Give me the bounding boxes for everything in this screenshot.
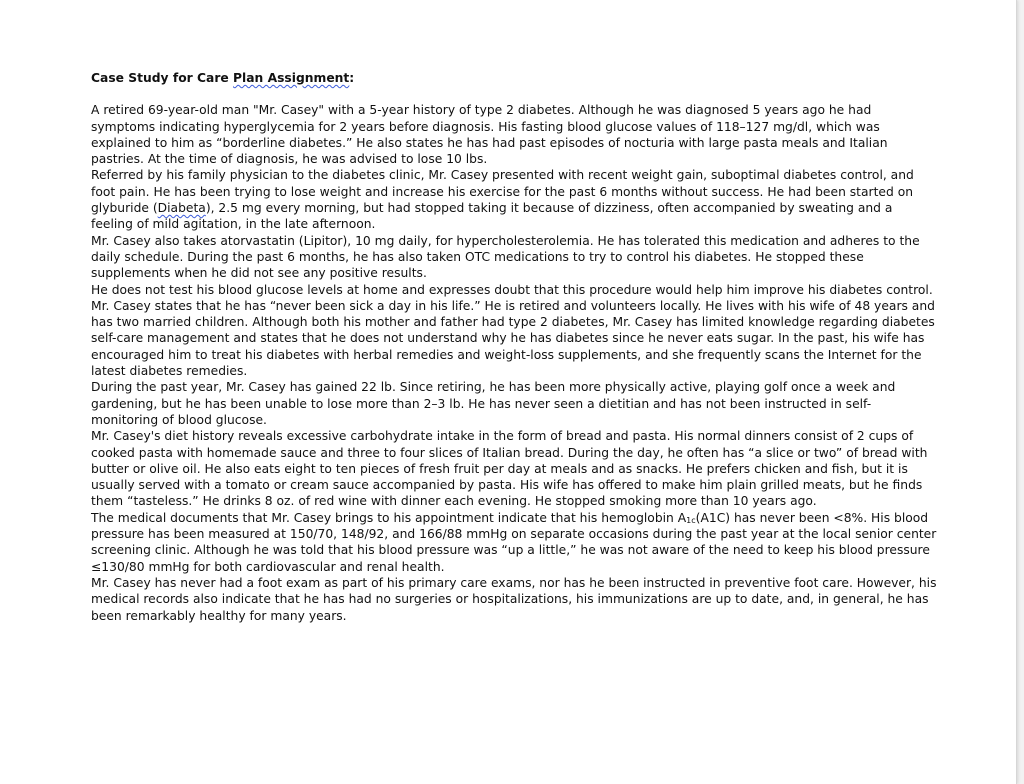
title-suffix: : — [349, 71, 355, 85]
paragraph-2-text-a: Referred by his family physician to the diabetes clinic, Mr. Casey presented with recent weight gain, suboptimal diabetes control, and foot pain. He has been trying to lose weight and increase his exercise for the past 6 months without success. He had been started on glyburide ( — [91, 168, 914, 216]
paragraph-4: He does not test his blood glucose levels at home and expresses doubt that this procedure would help him improve his diabetes control. — [91, 282, 933, 297]
document-title — [91, 70, 937, 86]
paragraph-6: During the past year, Mr. Casey has gained 22 lb. Since retiring, he has been more physically active, playing golf once a week and gardening, but he has been unable to lose more than 2–3 lb. He has never seen a dietitian and has not been instructed in self-monitoring of blood glucose. — [91, 380, 896, 427]
paragraph-3: Mr. Casey also takes atorvastatin (Lipitor), 10 mg daily, for hypercholesterolemia. He has tolerated this medication and adheres to the daily schedule. During the past 6 months, he has also taken OTC medications to try to control his diabetes. He stopped these supplements when he did not see any positive results. — [91, 233, 920, 281]
title-prefix: Case Study for Care — [91, 71, 234, 85]
paragraph-8-text-b: (A1C) has never been <8%. His blood pressure has been measured at 150/70, 148/92, and 166/88 mmHg on separate occasions during the past year at the local senior center screening clinic. Although he was told that his blood pressure was “up a little,” he was not aware of the need to keep his blood pressure ≤130/80 mmHg for both cardiovascular and renal health. — [91, 510, 937, 574]
paragraph-8-text-a: The medical documents that Mr. Casey brings to his appointment indicate that his hemoglobin A — [91, 510, 687, 525]
paragraph-2-text-b: ), 2.5 mg every morning, but had stopped taking it because of dizziness, often accompanied by sweating and a feeling of mild agitation, in the late afternoon. — [91, 201, 893, 232]
paragraph-1: A retired 69-year-old man "Mr. Casey" with a 5-year history of type 2 diabetes. Although he was diagnosed 5 years ago he had symptoms indicating hyperglycemia for 2 years before diagnosis. His fasting blood glucose values of 118–127 mg/dl, which was explained to him as “borderline diabetes.” He also states he has had past episodes of nocturia with large pasta meals and Italian pastries. At the time of diagnosis, he was advised to lose 10 lbs. — [91, 103, 888, 167]
paragraph-7: Mr. Casey's diet history reveals excessive carbohydrate intake in the form of bread and pasta. His normal dinners consist of 2 cups of cooked pasta with homemade sauce and three to four slices of Italian bread. During the day, he often has “a slice or two” of bread with butter or olive oil. He also eats eight to ten pieces of fresh fruit per day at meals and as snacks. He prefers chicken and fish, but it is usually served with a tomato or cream sauce accompanied by pasta. His wife has offered to make him plain grilled meats, but he finds them “tasteless.” He drinks 8 oz. of red wine with dinner each evening. He stopped smoking more than 10 years ago. — [91, 429, 928, 509]
paragraph-9: Mr. Casey has never had a foot exam as part of his primary care exams, nor has he been instructed in preventive foot care. However, his medical records also indicate that he has had no surgeries or hospitalizations, his immunizations are up to date, and, in general, he has been remarkably healthy for many years. — [91, 575, 937, 623]
spellcheck-word-diabeta[interactable]: Diabeta — [157, 201, 206, 216]
document-body — [91, 70, 937, 624]
paragraph-8 — [91, 510, 937, 575]
paragraph-2 — [91, 167, 937, 232]
title-spellcheck-word[interactable]: Plan Assignment — [233, 71, 350, 85]
a1c-subscript: 1c — [686, 515, 696, 525]
paragraph-5: Mr. Casey states that he has “never been sick a day in his life.” He is retired and volunteers locally. He lives with his wife of 48 years and has two married children. Although both his mother and father had type 2 diabetes, Mr. Casey has limited knowledge regarding diabetes self-care management and states that he does not understand why he has diabetes since he never eats sugar. In the past, his wife has encouraged him to treat his diabetes with herbal remedies and weight-loss supplements, and she frequently scans the Internet for the latest diabetes remedies. — [91, 298, 935, 379]
